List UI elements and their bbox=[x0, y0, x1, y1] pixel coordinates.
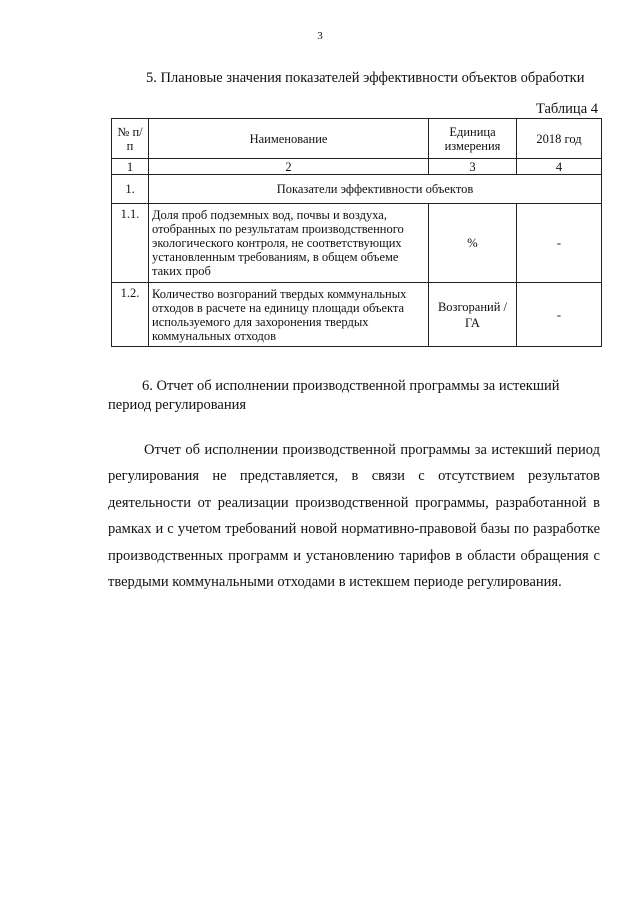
page-number: 3 bbox=[317, 30, 323, 42]
row-unit: Возгораний /ГА bbox=[429, 283, 517, 347]
index-cell: 3 bbox=[429, 159, 517, 175]
table-row bbox=[112, 283, 602, 347]
row-value: - bbox=[517, 283, 602, 347]
indicators-table bbox=[111, 118, 602, 347]
section-5-title: 5. Плановые значения показателей эффективности объектов обработки bbox=[146, 70, 585, 86]
table-header-row bbox=[112, 119, 602, 159]
group-label: Показатели эффективности объектов bbox=[149, 175, 602, 204]
table-index-row bbox=[112, 159, 602, 175]
header-num: № п/п bbox=[112, 119, 149, 159]
row-num: 1.1. bbox=[112, 204, 149, 283]
group-num: 1. bbox=[112, 175, 149, 204]
index-cell: 1 bbox=[112, 159, 149, 175]
index-cell: 2 bbox=[149, 159, 429, 175]
header-year: 2018 год bbox=[517, 119, 602, 159]
row-name: Доля проб подземных вод, почвы и воздуха, отобранных по результатам производственного экологического контроля, не соответствующих установленным требованиям, в общем объеме таких проб bbox=[149, 204, 429, 283]
row-value: - bbox=[517, 204, 602, 283]
table-caption: Таблица 4 bbox=[535, 101, 598, 117]
header-name: Наименование bbox=[149, 119, 429, 159]
index-cell: 4 bbox=[517, 159, 602, 175]
row-unit: % bbox=[429, 204, 517, 283]
table-group-row bbox=[112, 175, 602, 204]
row-name: Количество возгораний твердых коммунальных отходов в расчете на единицу площади объекта используемого для захоронения твердых коммунальных отходов bbox=[149, 283, 429, 347]
table-row bbox=[112, 204, 602, 283]
header-unit: Единица измерения bbox=[429, 119, 517, 159]
report-paragraph: Отчет об исполнении производственной программы за истекший период регулирования не представляется, в связи с отсутствием результатов деятельности от реализации производственной программы, разработанной в рамках и с учетом требований новой нормативно-правовой базы по разработке производственных программ и установлению тарифов в области обращения с твердыми коммунальными отходами в истекшем периоде регулирования. bbox=[108, 442, 600, 591]
section-6-title: 6. Отчет об исполнении производственной программы за истекший период регулирования bbox=[108, 378, 560, 413]
row-num: 1.2. bbox=[112, 283, 149, 347]
